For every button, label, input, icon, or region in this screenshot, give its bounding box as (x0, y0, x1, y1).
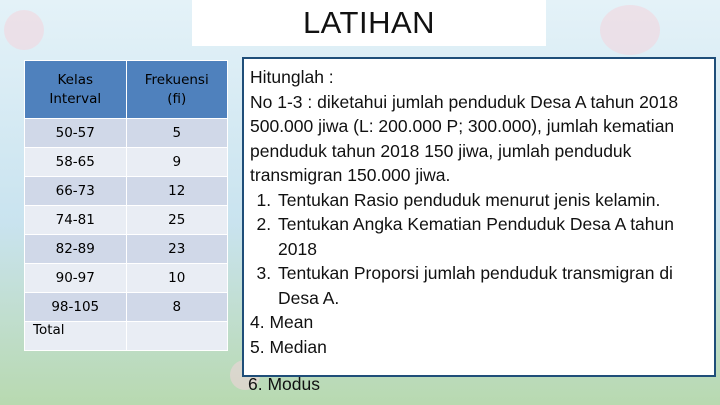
question-extra-median: 5. Median (250, 336, 327, 357)
blossom-decoration (600, 5, 660, 55)
table-row (25, 206, 228, 235)
blossom-decoration (4, 10, 44, 50)
table-row (25, 293, 228, 322)
total-label: Total (25, 322, 127, 351)
slide-title: LATIHAN (302, 5, 436, 40)
question-list (250, 188, 712, 311)
total-value (126, 322, 228, 351)
frequency-table (24, 60, 228, 351)
question-extra-mean: 4. Mean (250, 312, 314, 332)
interval-cell: 66-73 (25, 177, 127, 206)
interval-cell: 50-57 (25, 119, 127, 148)
interval-cell: 74-81 (25, 206, 127, 235)
question-extra-modus: 6. Modus (248, 374, 320, 394)
question-item: 2. Tentukan Angka Kematian Penduduk Desa A tahun 2018 (276, 212, 712, 261)
question-text (250, 65, 712, 359)
column-header-frequency: Frekuensi (fi) (126, 61, 228, 119)
interval-cell: 82-89 (25, 235, 127, 264)
interval-cell: 58-65 (25, 148, 127, 177)
table-row (25, 264, 228, 293)
question-item: 3. Tentukan Proporsi jumlah penduduk transmigran di Desa A. (276, 261, 712, 310)
frequency-cell: 25 (126, 206, 228, 235)
frequency-cell: 23 (126, 235, 228, 264)
frequency-cell: 12 (126, 177, 228, 206)
question-context: No 1-3 : diketahui jumlah penduduk Desa A tahun 2018 500.000 jiwa (L: 200.000 P; 300.000), jumlah kematian penduduk tahun 2018 150 jiwa, jumlah penduduk transmigran 150.000 jiwa. (250, 91, 679, 185)
table-row (25, 235, 228, 264)
question-item: 1. Tentukan Rasio penduduk menurut jenis kelamin. (276, 188, 712, 213)
frequency-cell: 10 (126, 264, 228, 293)
frequency-cell: 5 (126, 119, 228, 148)
column-header-class-interval: Kelas Interval (25, 61, 127, 119)
interval-cell: 98-105 (25, 293, 127, 322)
frequency-cell: 8 (126, 293, 228, 322)
table-row (25, 119, 228, 148)
question-box (242, 57, 716, 377)
table-row (25, 177, 228, 206)
frequency-cell: 9 (126, 148, 228, 177)
table-row (25, 148, 228, 177)
title-box (192, 0, 546, 46)
question-intro: Hitunglah : (250, 67, 334, 87)
table-total-row (25, 322, 228, 351)
table-header-row (25, 61, 228, 119)
interval-cell: 90-97 (25, 264, 127, 293)
